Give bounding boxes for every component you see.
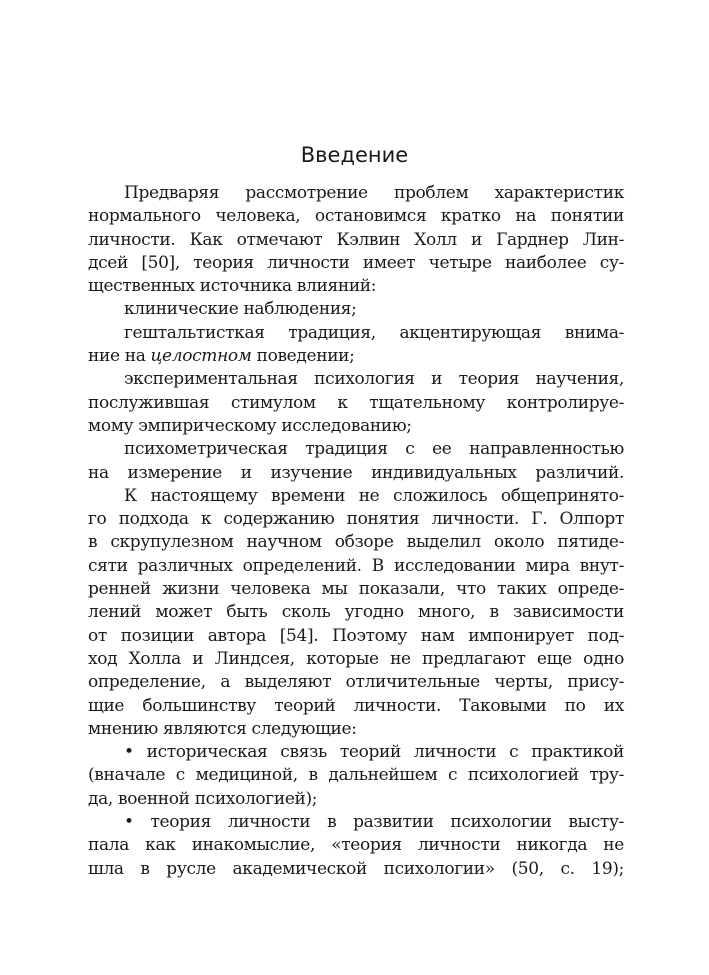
text-line: ренней жизни человека мы показали, что таких опреде- <box>88 579 624 600</box>
text-line: да, военной психологией); <box>88 788 318 809</box>
text-line: шла в русле академической психологии» (50, с. 19); <box>88 858 624 879</box>
italic-word: целостном <box>150 346 252 367</box>
text-fragment: поведении; <box>251 346 355 367</box>
text-line: щественных источника влияний: <box>88 276 377 297</box>
bullet-line: • теория личности в развитии психологии высту- <box>124 812 624 833</box>
text-line <box>88 345 624 368</box>
text-line: лений может быть сколь угодно много, в зависимости <box>88 602 624 623</box>
text-line: сяти различных определений. В исследовании мира внут- <box>88 555 624 576</box>
text-line: щие большинству теорий личности. Таковыми по их <box>88 695 624 716</box>
text-line: на измерение и изучение индивидуальных различий. <box>88 462 624 483</box>
text-line: определение, а выделяют отличительные черты, прису- <box>88 672 624 693</box>
text-line: К настоящему времени не сложилось общепринято- <box>124 485 624 506</box>
text-line: клинические наблюдения; <box>124 299 357 320</box>
text-line: мому эмпирическому исследованию; <box>88 415 412 436</box>
text-line: в скрупулезном научном обзоре выделил около пятиде- <box>88 532 624 553</box>
text-line: послужившая стимулом к тщательному контролируе- <box>88 392 624 413</box>
text-line: гештальтисткая традиция, акцентирующая внима- <box>124 322 624 343</box>
page-title: Введение <box>300 143 409 167</box>
text-line: от позиции автора [54]. Поэтому нам импонирует под- <box>88 625 624 646</box>
text-line: (вначале с медициной, в дальнейшем с психологией тру- <box>88 765 624 786</box>
text-line: нормального человека, остановимся кратко на понятии <box>88 206 624 227</box>
text-line: пала как инакомыслие, «теория личности никогда не <box>88 835 624 856</box>
text-line: ход Холла и Линдсея, которые не предлагают еще одно <box>88 648 624 669</box>
text-line: Предваряя рассмотрение проблем характеристик <box>124 183 624 203</box>
text-fragment: ние на <box>88 346 151 367</box>
bullet-line: • историческая связь теорий личности с практикой <box>124 742 624 763</box>
text-line: психометрическая традиция с ее направленностью <box>124 439 624 460</box>
text-line: дсей [50], теория личности имеет четыре наиболее су- <box>88 252 624 273</box>
text-line: экспериментальная психология и теория научения, <box>124 369 624 390</box>
text-line: личности. Как отмечают Кэлвин Холл и Гарднер Лин- <box>88 229 624 250</box>
body-text <box>88 182 624 881</box>
text-line: мнению являются следующие: <box>88 718 357 739</box>
text-line: го подхода к содержанию понятия личности. Г. Олпорт <box>88 509 624 530</box>
